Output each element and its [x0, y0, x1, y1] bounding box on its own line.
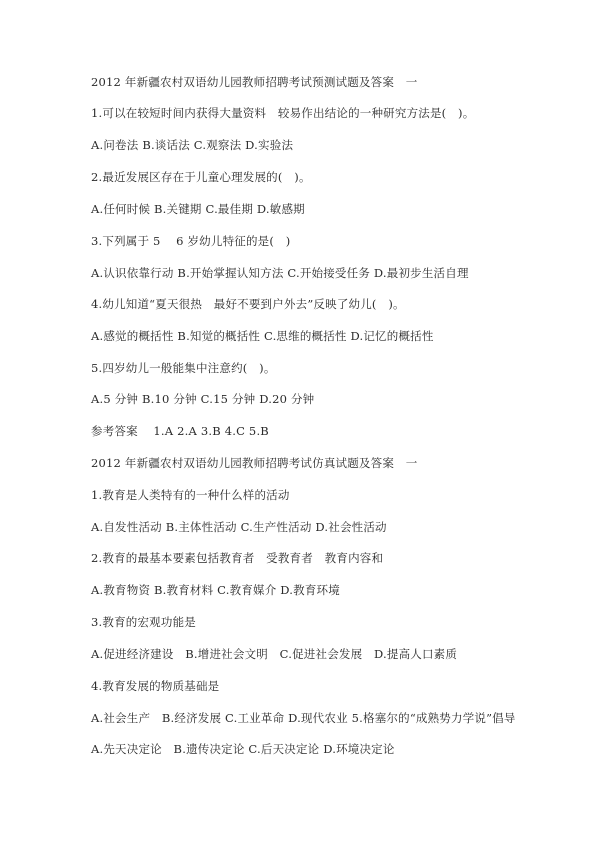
options-2-3: A.促进经济建设 B.增进社会文明 C.促进社会发展 D.提高人口素质 — [91, 647, 458, 661]
section-title-2: 2012 年新疆农村双语幼儿园教师招聘考试仿真试题及答案 一 — [91, 456, 418, 470]
options-2-1: A.自发性活动 B.主体性活动 C.生产性活动 D.社会性活动 — [91, 520, 387, 534]
question-2-3: 3.教育的宏观功能是 — [91, 615, 196, 629]
options-3: A.认识依靠行动 B.开始掌握认知方法 C.开始接受任务 D.最初步生活自理 — [91, 266, 469, 280]
options-5: A.5 分钟 B.10 分钟 C.15 分钟 D.20 分钟 — [91, 392, 315, 406]
options-4: A.感觉的概括性 B.知觉的概括性 C.思维的概括性 D.记忆的概括性 — [91, 329, 434, 343]
question-2-2: 2.教育的最基本要素包括教育者 受教育者 教育内容和 — [91, 551, 384, 565]
question-3: 3.下列属于 5 6 岁幼儿特征的是( ) — [91, 234, 291, 248]
answer-key: 参考答案 1.A 2.A 3.B 4.C 5.B — [91, 424, 269, 438]
question-2-1: 1.教育是人类特有的一种什么样的活动 — [91, 488, 290, 502]
options-2-4: A.社会生产 B.经济发展 C.工业革命 D.现代农业 5.格塞尔的“成熟势力学说”倡导 — [91, 711, 516, 725]
options-2-2: A.教育物资 B.教育材料 C.教育媒介 D.教育环境 — [91, 583, 340, 597]
options-1: A.问卷法 B.谈话法 C.观察法 D.实验法 — [91, 138, 294, 152]
question-4: 4.幼儿知道“夏天很热 最好不要到户外去”反映了幼儿( )。 — [91, 297, 405, 311]
options-2: A.任何时候 B.关键期 C.最佳期 D.敏感期 — [91, 202, 305, 216]
section-title-1: 2012 年新疆农村双语幼儿园教师招聘考试预测试题及答案 一 — [91, 75, 418, 89]
question-2: 2.最近发展区存在于儿童心理发展的( )。 — [91, 170, 311, 184]
question-2-4: 4.教育发展的物质基础是 — [91, 679, 220, 693]
options-2-5: A.先天决定论 B.遗传决定论 C.后天决定论 D.环境决定论 — [91, 742, 395, 756]
question-1: 1.可以在较短时间内获得大量资料 较易作出结论的一种研究方法是( )。 — [91, 106, 475, 120]
question-5: 5.四岁幼儿一般能集中注意约( )。 — [91, 361, 276, 375]
